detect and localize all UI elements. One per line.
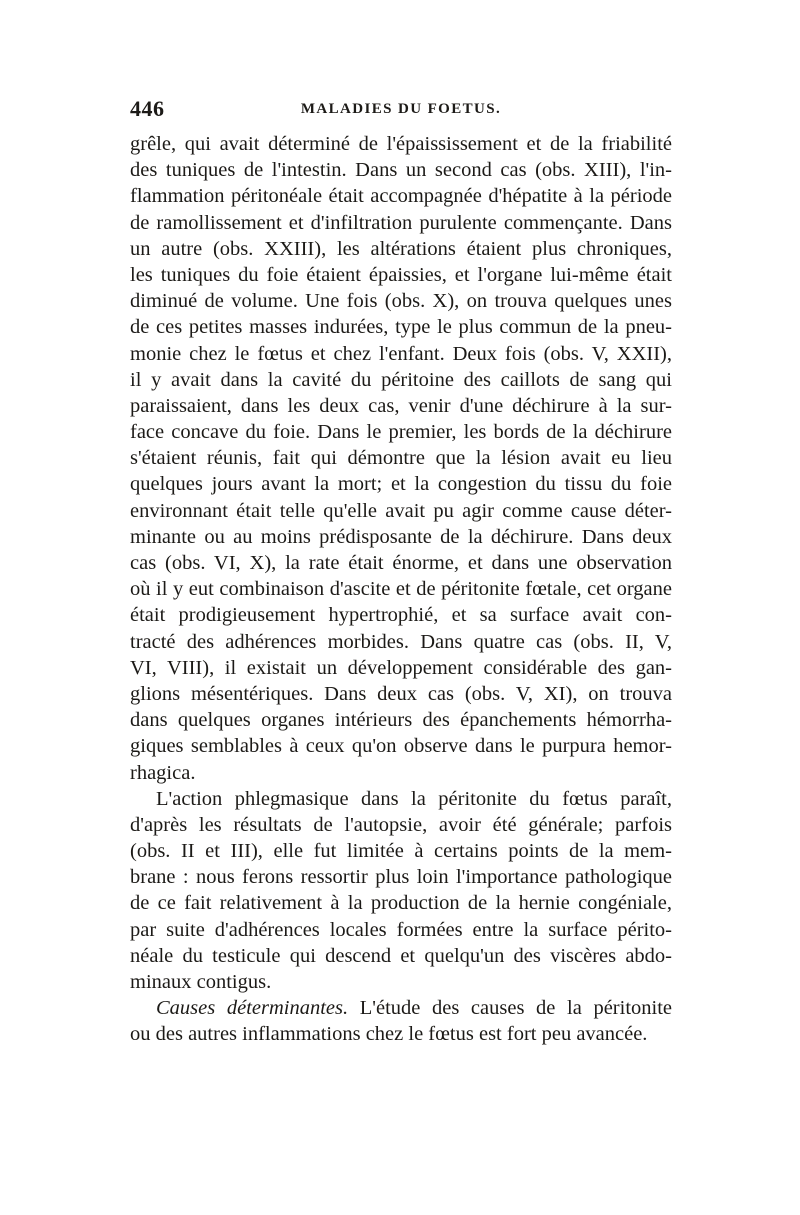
running-title: MALADIES DU FOETUS. (300, 101, 502, 117)
text-line: (obs. II et III), elle fut limitée à certains points de la mem- (130, 840, 672, 863)
text-line: quelques jours avant la mort; et la congestion du tissu du foie (130, 473, 672, 496)
running-head (130, 96, 672, 126)
text-line: paraissaient, dans les deux cas, venir d'une déchirure à la sur- (130, 394, 672, 417)
text-line: brane : nous ferons ressortir plus loin l'importance pathologique (130, 866, 672, 889)
text-line: environnant était telle qu'elle avait pu agir comme cause déter- (130, 499, 672, 522)
text-line: VI, VIII), il existait un développement considérable des gan- (130, 656, 672, 679)
text-line: de ramollissement et d'infiltration purulente commençante. Dans (130, 211, 672, 234)
text-line: face concave du foie. Dans le premier, les bords de la déchirure (130, 421, 672, 444)
paragraph-first-line (130, 995, 672, 1021)
text-line: glions mésentériques. Dans deux cas (obs. V, XI), on trouva (130, 682, 672, 705)
text-line: les tuniques du foie étaient épaissies, et l'organe lui-même était (130, 263, 672, 286)
text-line: d'après les résultats de l'autopsie, avoir été générale; parfois (130, 813, 672, 836)
body-text (130, 131, 672, 1048)
text-line: grêle, qui avait déterminé de l'épaississement et de la friabilité (130, 133, 672, 155)
text-run: L'étude des causes de la péritonite (359, 997, 672, 1020)
text-line: par suite d'adhérences locales formées entre la surface périto- (130, 918, 672, 941)
text-line: cas (obs. VI, X), la rate était énorme, et dans une observation (130, 552, 672, 574)
text-line: de ce fait relativement à la production de la hernie congéniale, (130, 892, 672, 915)
text-line: diminué de volume. Une fois (obs. X), on trouva quelques unes (130, 290, 672, 313)
text-line: giques semblables à ceux qu'on observe dans le purpura hemor- (130, 735, 672, 758)
text-line: s'étaient réunis, fait qui démontre que la lésion avait eu lieu (130, 447, 672, 470)
text-line: il y avait dans la cavité du péritoine des caillots de sang qui (130, 368, 672, 391)
text-line: un autre (obs. XXIII), les altérations étaient plus chroniques, (130, 237, 672, 260)
text-line: où il y eut combinaison d'ascite et de péritonite fœtale, cet organe (130, 578, 672, 601)
page-number: 446 (130, 96, 165, 121)
text-line: dans quelques organes intérieurs des épanchements hémorrha- (130, 709, 672, 732)
paragraph-first-line: L'action phlegmasique dans la péritonite du fœtus paraît, (156, 787, 672, 810)
text-line: monie chez le fœtus et chez l'enfant. Deux fois (obs. V, XXII), (130, 342, 672, 365)
section-heading: Causes déterminantes. (156, 997, 349, 1020)
text-line: était prodigieusement hypertrophié, et sa surface avait con- (130, 604, 672, 627)
text-line: tracté des adhérences morbides. Dans quatre cas (obs. II, V, (130, 630, 672, 653)
text-line: ou des autres inflammations chez le fœtus est fort peu avancée. (130, 1023, 648, 1046)
text-line: de ces petites masses indurées, type le plus commun de la pneu- (130, 316, 672, 339)
text-line: minante ou au moins prédisposante de la déchirure. Dans deux (130, 525, 672, 548)
text-line: minaux contigus. (130, 971, 272, 993)
text-line: des tuniques de l'intestin. Dans un second cas (obs. XIII), l'in- (130, 159, 672, 182)
text-line: flammation péritonéale était accompagnée d'hépatite à la période (130, 185, 672, 208)
text-line: rhagica. (130, 761, 196, 784)
text-line: néale du testicule qui descend et quelqu'un des viscères abdo- (130, 944, 672, 967)
